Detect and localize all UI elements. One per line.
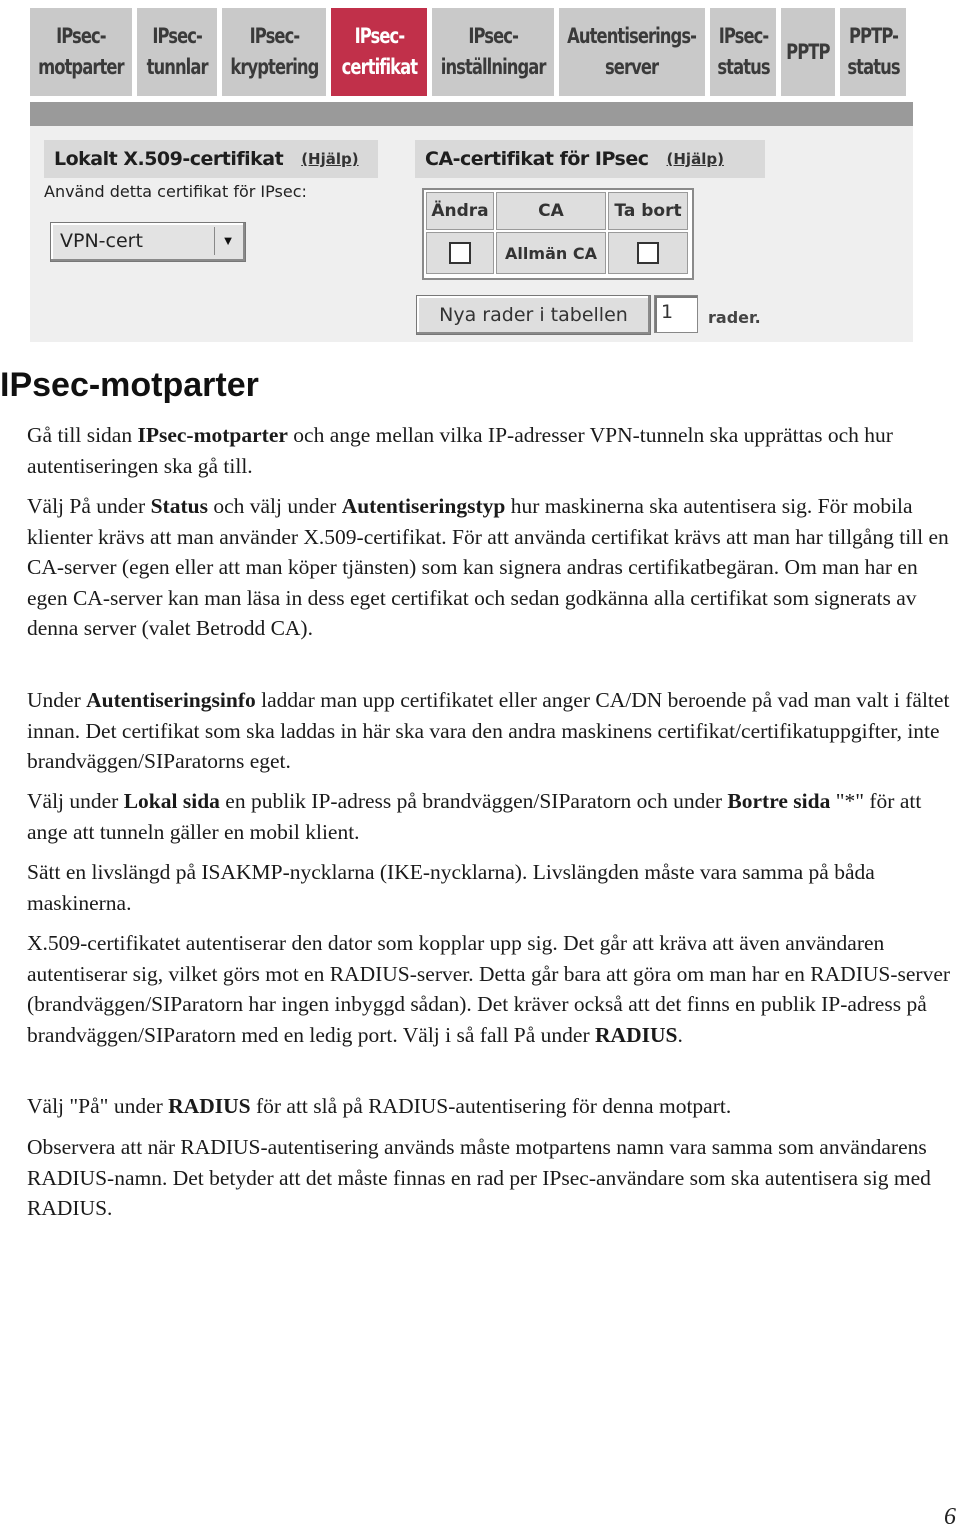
- column-header-ta-bort: Ta bort: [608, 192, 688, 230]
- delete-checkbox[interactable]: [637, 242, 659, 264]
- tab-ipsec-kryptering[interactable]: IPsec- kryptering: [222, 8, 326, 96]
- local-cert-header: [44, 140, 378, 178]
- ca-cert-header: [415, 140, 765, 178]
- local-cert-title: Lokalt X.509-certifikat: [54, 148, 284, 170]
- cert-select[interactable]: [50, 222, 246, 262]
- ca-cert-title: CA-certifikat för IPsec: [425, 148, 649, 170]
- rows-unit-label: rader.: [708, 308, 761, 327]
- ca-value-cell: Allmän CA: [496, 232, 606, 274]
- paragraph-6: X.509-certifikatet autentiserar den dator som kopplar upp sig. Det går att kräva att även användaren autentiserar sig, vilket görs mot en RADIUS-server. Detta går bara att göra om man har en RADIUS-server (brandväggen/SIParatorn har ingen inbyggd sådan). Det kräver också att det finns en publik IP-adress på brandväggen/SIParatorn med en ledig port. Välj i så fall På under RADIUS.: [27, 931, 951, 1047]
- add-rows-button[interactable]: Nya rader i tabellen: [416, 295, 651, 335]
- chevron-down-icon[interactable]: ▼: [214, 227, 241, 255]
- tab-pptp[interactable]: PPTP: [781, 8, 835, 96]
- page-number: 6: [944, 1504, 956, 1530]
- local-cert-help-link[interactable]: (Hjälp): [301, 150, 359, 168]
- paragraph-1: Gå till sidan IPsec-motparter och ange mellan vilka IP-adresser VPN-tunneln ska upprättas och hur autentiseringen ska gå till.: [27, 423, 893, 478]
- edit-checkbox[interactable]: [449, 242, 471, 264]
- column-header-andra: Ändra: [426, 192, 494, 230]
- paragraph-7: Välj "På" under RADIUS för att slå på RADIUS-autentisering för denna motpart.: [27, 1094, 732, 1118]
- tab-bar: [30, 8, 913, 96]
- paragraph-8: Observera att när RADIUS-autentisering används måste motpartens namn vara samma som användarens RADIUS-namn. Det betyder att det måste finnas en rad per IPsec-användare som ska autentisera sig med RADIUS.: [27, 1135, 931, 1220]
- tab-ipsec-status[interactable]: IPsec- status: [710, 8, 776, 96]
- firewall-ui-screenshot: [30, 8, 913, 342]
- delete-checkbox-cell: [608, 232, 688, 274]
- paragraph-2: Välj På under Status och välj under Autentiseringstyp hur maskinerna ska autentisera sig. För mobila klienter krävs att man använder X.509-certifikat. För att använda certifikat krävs att man har tillgång till en CA-server (egen eller att man köper tjänsten) som kan signera andras certifikatbegäran. Om man har en egen CA-server kan man läsa in dess eget certifikat och sedan godkänna alla certifikat som signerats av denna server (valet Betrodd CA).: [27, 494, 949, 640]
- edit-checkbox-cell: [426, 232, 494, 274]
- rows-count-input[interactable]: 1: [654, 295, 698, 333]
- tab-autentiseringsserver[interactable]: Autentiserings- server: [559, 8, 705, 96]
- cert-select-value: VPN-cert: [60, 230, 143, 252]
- paragraph-3: Under Autentiseringsinfo laddar man upp certifikatet eller anger CA/DN beroende på vad man valt i fältet innan. Det certifikat som ska laddas in här ska vara den andra maskinens certifikat/certifikatuppgifter, inte brandväggen/SIParatorns eget.: [27, 688, 950, 773]
- tab-ipsec-motparter[interactable]: IPsec- motparter: [30, 8, 132, 96]
- column-header-ca: CA: [496, 192, 606, 230]
- tab-ipsec-installningar[interactable]: IPsec- inställningar: [432, 8, 554, 96]
- paragraph-4: Välj under Lokal sida en publik IP-adress på brandväggen/SIParatorn och under Bortre sida "*" för att ange att tunneln gäller en mobil klient.: [27, 789, 922, 844]
- tab-ipsec-certifikat[interactable]: IPsec- certifikat: [331, 8, 427, 96]
- ca-table: [422, 188, 694, 280]
- section-heading: IPsec-motparter: [0, 366, 259, 404]
- tab-ipsec-tunnlar[interactable]: IPsec- tunnlar: [137, 8, 217, 96]
- ca-cert-help-link[interactable]: (Hjälp): [666, 150, 724, 168]
- use-cert-label: Använd detta certifikat för IPsec:: [44, 182, 307, 201]
- tab-divider-bar: [30, 102, 913, 126]
- paragraph-5: Sätt en livslängd på ISAKMP-nycklarna (IKE-nycklarna). Livslängden måste vara samma på båda maskinerna.: [27, 860, 875, 915]
- tab-pptp-status[interactable]: PPTP- status: [840, 8, 906, 96]
